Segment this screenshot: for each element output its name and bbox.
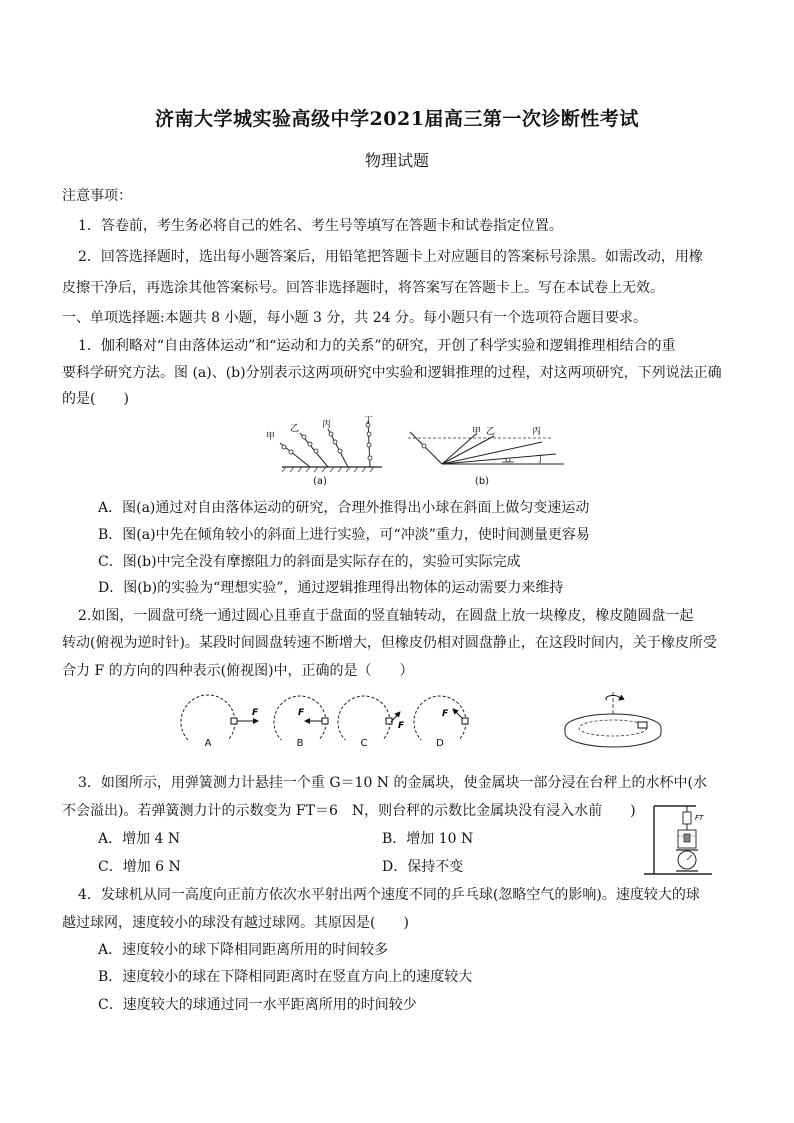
q2-circle-label-a: A bbox=[204, 738, 212, 749]
q1-option-b: B．图(a)中先在倾角较小的斜面上进行实验，可“冲淡”重力，使时间测量更容易 bbox=[98, 527, 590, 543]
q2-force-label-a: F bbox=[252, 708, 259, 718]
q2-force-label-c: F bbox=[398, 721, 405, 731]
fig-a-label-jia: 甲 bbox=[266, 432, 276, 442]
q2-stem-line1: 2.如图，一圆盘可绕一通过圆心且垂直于盘面的竖直轴转动，在圆盘上放一块橡皮，橡皮随圆盘一起 bbox=[78, 608, 694, 624]
q1-fig-b-caption: (b) bbox=[474, 476, 490, 487]
exam-title: 济南大学城实验高级中学2021届高三第一次诊断性考试 bbox=[155, 108, 639, 130]
q1-stem-line3: 的是( ) bbox=[62, 391, 129, 407]
q4-option-b: B．速度较小的球在下降相同距离时在竖直方向上的速度较大 bbox=[98, 969, 473, 985]
q4-option-c: C．速度较大的球通过同一水平距离所用的时间较少 bbox=[98, 997, 417, 1013]
q3-option-a: A．增加 4 N bbox=[98, 831, 181, 847]
notice-item-2a: 2．回答选择题时，选出每小题答案后，用铅笔把答题卡上对应题目的答案标号涂黑。如需改动，用橡 bbox=[78, 249, 703, 265]
q4-stem-line2: 越过球网，速度较小的球没有越过球网。其原因是( ) bbox=[62, 915, 409, 931]
q2-figure-disk bbox=[560, 690, 680, 750]
q3-figure-scale bbox=[640, 800, 720, 878]
q2-force-label-d: F bbox=[442, 709, 449, 719]
notice-heading: 注意事项： bbox=[62, 188, 132, 204]
fig-a-label-bing: 丙 bbox=[322, 420, 332, 430]
q3-option-d: D．保持不变 bbox=[382, 859, 464, 875]
fig-b-label-yi: 乙 bbox=[486, 427, 496, 437]
fig-b-label-jia: 甲 bbox=[472, 427, 482, 437]
q2-circle-label-b: B bbox=[296, 738, 304, 749]
fig-a-label-ding: 丁 bbox=[364, 416, 374, 426]
q2-circle-label-d: D bbox=[436, 738, 444, 749]
exam-subtitle: 物理试题 bbox=[364, 151, 429, 170]
q1-option-a: A．图(a)通过对自由落体运动的研究，合理外推得出小球在斜面上做匀变速运动 bbox=[98, 500, 590, 516]
q1-option-d: D．图(b)的实验为“理想实验”，通过逻辑推理得出物体的运动需要力来维持 bbox=[98, 580, 564, 596]
q2-force-label-b: F bbox=[298, 708, 305, 718]
notice-item-2b: 皮擦干净后，再选涂其他答案标号。回答非选择题时，将答案写在答题卡上。写在本试卷上无效。 bbox=[62, 280, 664, 296]
fig-a-label-yi: 乙 bbox=[290, 424, 300, 434]
q1-option-c: C．图(b)中完全没有摩擦阻力的斜面是实际存在的，实验可实际完成 bbox=[98, 554, 521, 570]
q1-figure-b bbox=[402, 420, 572, 470]
fig-b-label-bing: 丙 bbox=[532, 427, 542, 437]
section-heading: 一、单项选择题:本题共 8 小题，每小题 3 分，共 24 分。每小题只有一个选项符合题目要求。 bbox=[62, 310, 648, 326]
q3-stem-line2: 不会溢出)。若弹簧测力计的示数变为 FT＝6 N，则台秤的示数比金属块没有浸入水前 ) bbox=[62, 803, 636, 819]
q3-option-c: C．增加 6 N bbox=[98, 859, 181, 875]
q3-ft-label: FT bbox=[695, 814, 704, 822]
q2-stem-line3: 合力 F 的方向的四种表示(俯视图)中，正确的是（ ） bbox=[62, 663, 414, 679]
fig-b-label-ding: 丁 bbox=[536, 455, 546, 465]
notice-item-1: 1．答卷前，考生务必将自己的姓名、考生号等填写在答题卡和试卷指定位置。 bbox=[78, 218, 563, 234]
q3-stem-line1: 3．如图所示，用弹簧测力计悬挂一个重 G＝10 N 的金属块，使金属块一部分浸在台秤上的水杯中(水 bbox=[78, 775, 707, 791]
q3-option-b: B．增加 10 N bbox=[382, 831, 474, 847]
q2-stem-line2: 转动(俯视为逆时针)。某段时间圆盘转速不断增大，但橡皮仍相对圆盘静止，在这段时间内，关于橡皮所受 bbox=[62, 635, 717, 651]
q4-stem-line1: 4．发球机从同一高度向正前方依次水平射出两个速度不同的乒乓球(忽略空气的影响)。速度较大的球 bbox=[78, 887, 700, 903]
q1-stem-line1: 1．伽利略对“自由落体运动”和“运动和力的关系”的研究，开创了科学实验和逻辑推理相结合的重 bbox=[78, 338, 676, 354]
q4-option-a: A．速度较小的球下降相同距离所用的时间较多 bbox=[98, 942, 389, 958]
q1-figure-a bbox=[260, 415, 390, 473]
q2-circle-label-c: C bbox=[360, 738, 368, 749]
q1-fig-a-caption: (a) bbox=[313, 476, 327, 487]
q2-figure-circles bbox=[176, 688, 476, 740]
q1-stem-line2: 要科学研究方法。图 (a)、(b)分别表示这两项研究中实验和逻辑推理的过程，对这两项研究，下列说法正确 bbox=[62, 365, 722, 381]
